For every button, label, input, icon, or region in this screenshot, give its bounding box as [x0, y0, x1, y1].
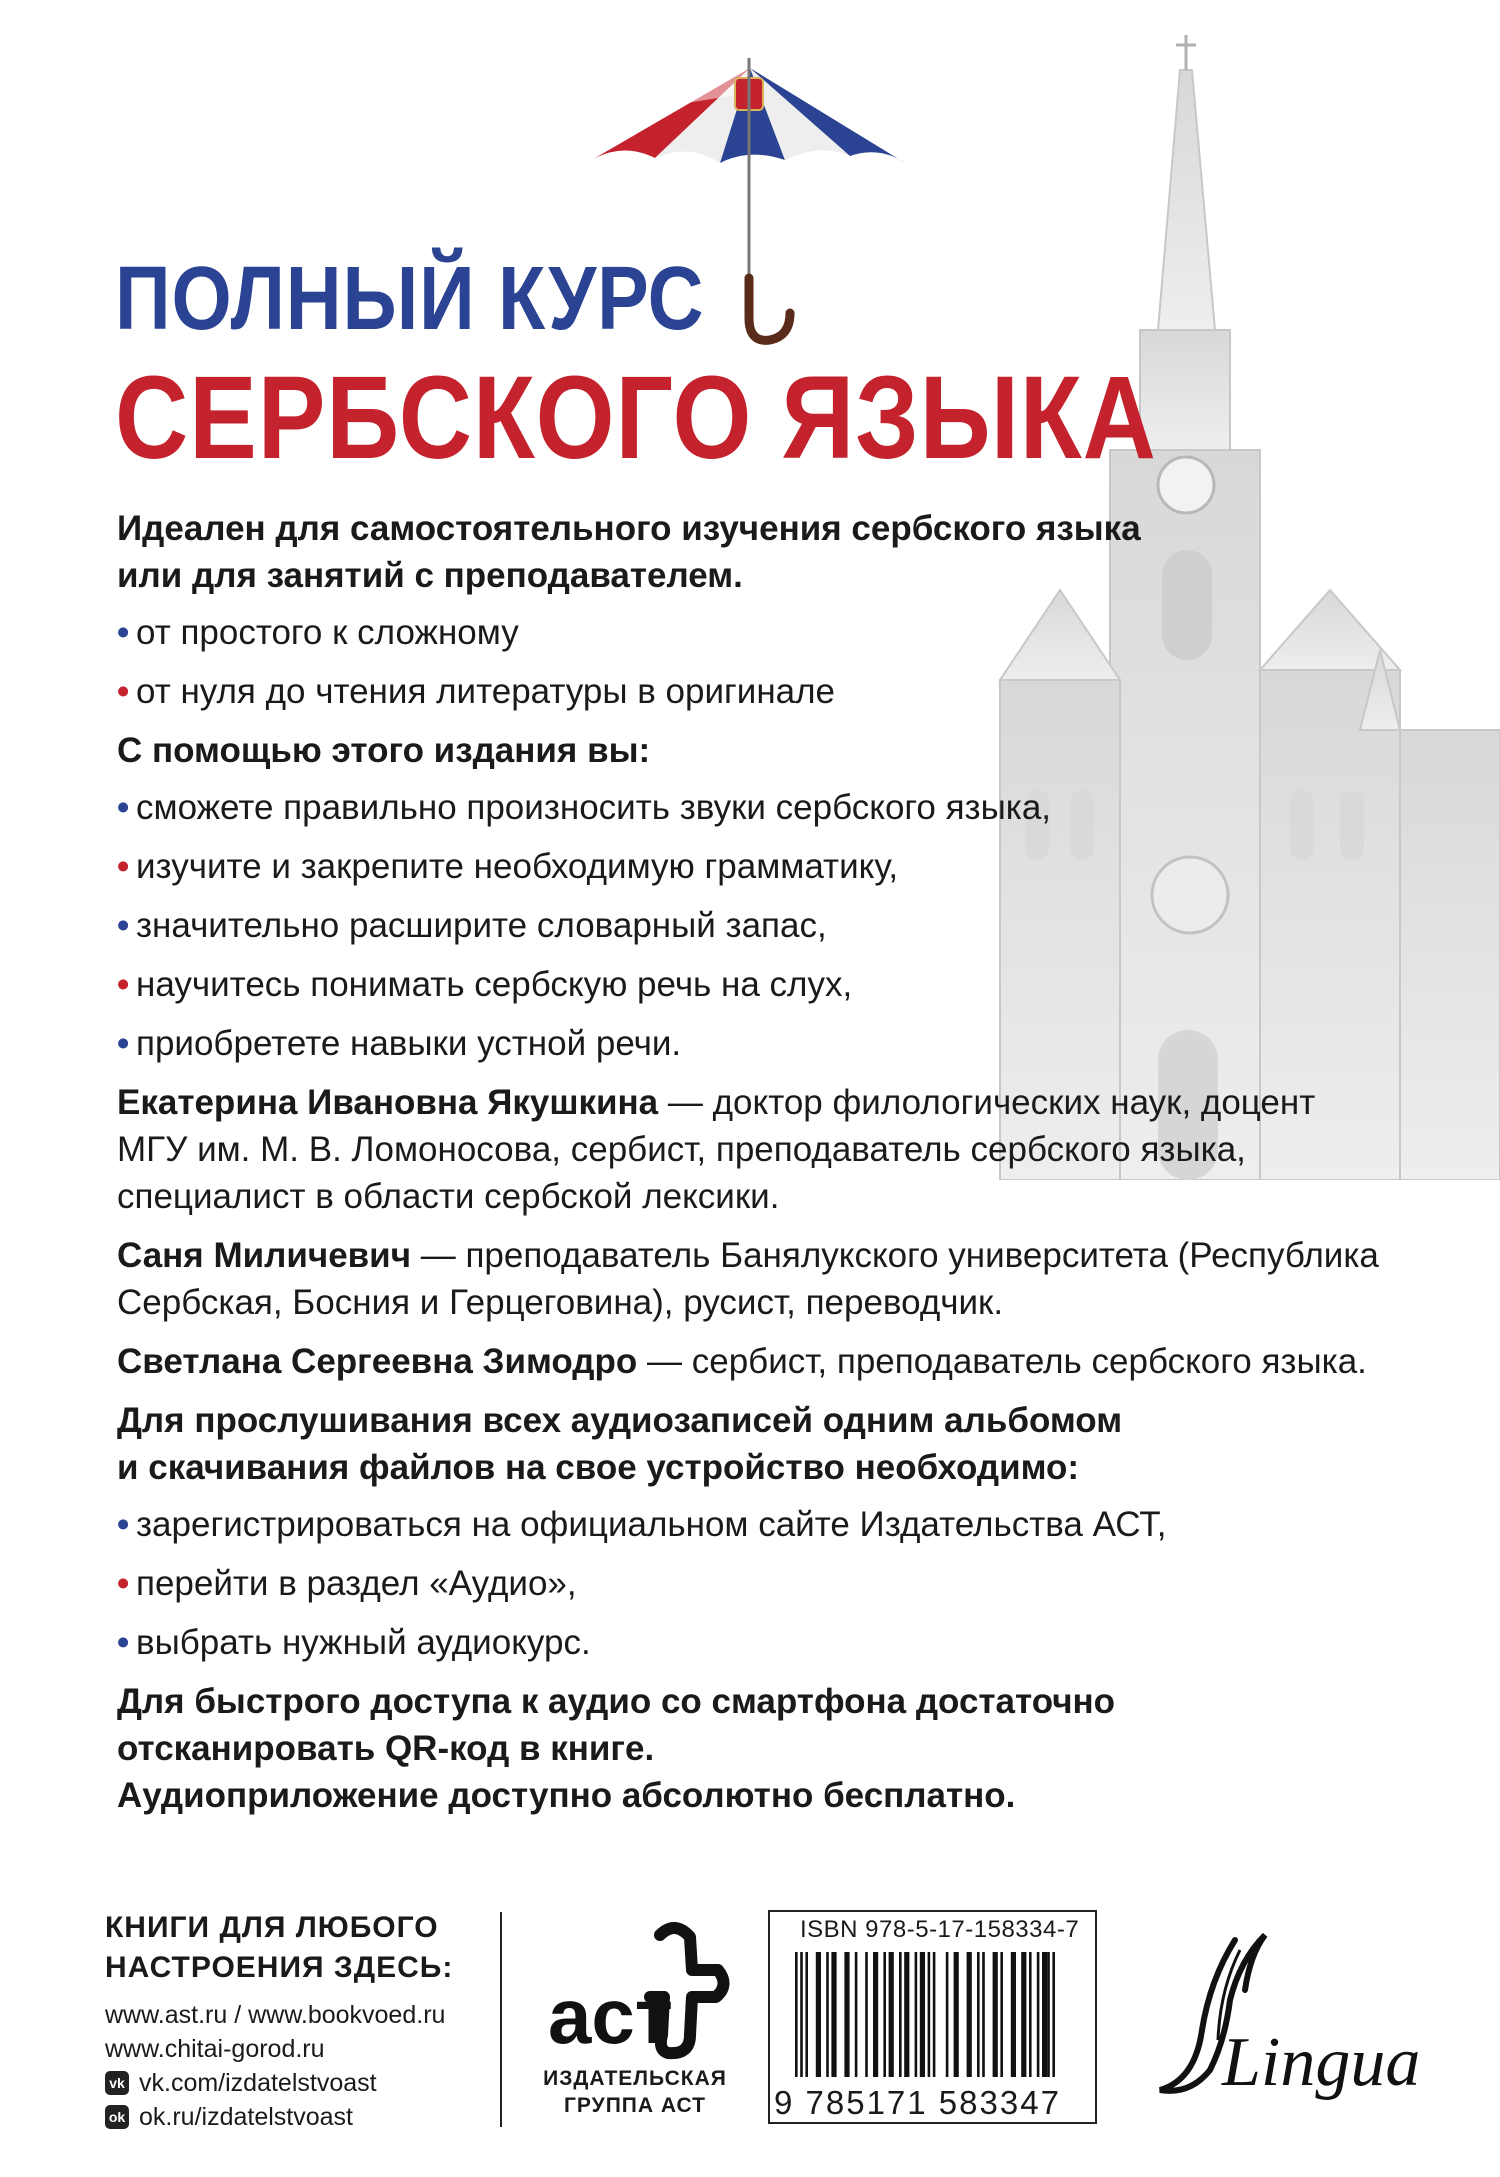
- barcode-bar: [873, 1952, 878, 2077]
- barcode-bar: [954, 1952, 959, 2077]
- barcode-digits: 9 785171 583347: [774, 2084, 1061, 2121]
- ast-logo-icon: [540, 1915, 730, 2065]
- barcode-bar: [1042, 1952, 1047, 2077]
- author-name: Саня Миличевич: [117, 1236, 412, 1275]
- title-line-1: ПОЛНЫЙ КУРС: [115, 249, 705, 349]
- ast-logo-caption: [530, 2065, 740, 2119]
- barcode-bar: [899, 1952, 902, 2077]
- audio-access-note: [117, 1678, 1387, 1819]
- bullet-icon: •: [117, 906, 130, 945]
- store-links-2[interactable]: www.chitai-gorod.ru: [105, 2035, 325, 2063]
- author-name: Светлана Сергеевна Зимодро: [117, 1342, 638, 1381]
- step-text: зарегистрироваться на официальном сайте Издательства АСТ,: [136, 1505, 1167, 1544]
- list-item: [117, 843, 1387, 890]
- intro-text: [117, 505, 1387, 599]
- barcode-bar: [946, 1952, 949, 2077]
- access-line-1: Для быстрого доступа к аудио со смартфона достаточно: [117, 1682, 1116, 1721]
- list-item: [117, 1619, 1387, 1666]
- ast-caption-line-2: ГРУППА АСТ: [564, 2094, 706, 2117]
- barcode-bar: [933, 1952, 936, 2077]
- footer-heading-line-1: КНИГИ ДЛЯ ЛЮБОГО: [105, 1911, 439, 1944]
- title-line-2: СЕРБСКОГО ЯЗЫКА: [115, 352, 1157, 484]
- feature-text: от простого к сложному: [136, 613, 519, 652]
- barcode-bar: [865, 1952, 868, 2077]
- author-bio: — преподаватель Банялукского университета (Республика Сербская, Босния и Герцеговина), русист, переводчик.: [117, 1236, 1379, 1322]
- store-links-1[interactable]: www.ast.ru / www.bookvoed.ru: [105, 2001, 446, 2029]
- bullet-icon: •: [117, 672, 130, 711]
- vk-link[interactable]: [105, 2066, 505, 2100]
- barcode-bar: [800, 1952, 803, 2077]
- barcode-bar: [1037, 1952, 1040, 2077]
- lingua-logo-text: Lingua: [1222, 2024, 1421, 2101]
- lingua-imprint-logo: [1140, 1920, 1440, 2120]
- author-yakushkina: [117, 1079, 1387, 1220]
- list-item: [117, 1501, 1387, 1548]
- step-text: перейти в раздел «Аудио»,: [136, 1564, 577, 1603]
- barcode-bar: [1052, 1952, 1055, 2077]
- description-block: [117, 505, 1387, 1819]
- isbn-barcode-box: [768, 1910, 1097, 2124]
- benefits-heading: С помощью этого издания вы:: [117, 731, 651, 770]
- author-zimodro: [117, 1338, 1387, 1385]
- barcode-bar: [1021, 1952, 1026, 2077]
- list-item: [117, 1560, 1387, 1607]
- benefit-text: сможете правильно произносить звуки сербского языка,: [136, 788, 1052, 827]
- barcode-bar: [982, 1952, 985, 2077]
- audio-heading-line-2: и скачивания файлов на свое устройство необходимо:: [117, 1448, 1080, 1487]
- benefit-text: значительно расширите словарный запас,: [136, 906, 827, 945]
- footer-links-block: [105, 1908, 505, 2134]
- bullet-icon: •: [117, 1564, 130, 1603]
- author-name: Екатерина Ивановна Якушкина: [117, 1083, 659, 1122]
- barcode-bar: [805, 1952, 808, 2077]
- list-item: [117, 784, 1387, 831]
- barcode-image: [795, 1952, 1075, 2077]
- bullet-icon: •: [117, 613, 130, 652]
- footer-links: [105, 1998, 505, 2134]
- bullet-icon: •: [117, 1505, 130, 1544]
- barcode-bar: [1029, 1952, 1032, 2077]
- step-text: выбрать нужный аудиокурс.: [136, 1623, 591, 1662]
- barcode-bar: [844, 1952, 849, 2077]
- barcode-bar: [816, 1952, 821, 2077]
- barcode-bar: [1011, 1952, 1016, 2077]
- barcode-bar: [928, 1952, 931, 2077]
- benefits-list: [117, 784, 1387, 1067]
- barcode-bar: [920, 1952, 925, 2077]
- barcode-bar: [1047, 1952, 1050, 2077]
- barcode-bar: [826, 1952, 829, 2077]
- barcode-bar: [904, 1952, 909, 2077]
- barcode-bar: [855, 1952, 858, 2077]
- footer-heading-line-2: НАСТРОЕНИЯ ЗДЕСЬ:: [105, 1951, 454, 1984]
- benefit-text: изучите и закрепите необходимую грамматику,: [136, 847, 899, 886]
- ast-publisher-logo: [530, 1915, 740, 2135]
- ok-link[interactable]: [105, 2100, 505, 2134]
- intro-line-2: или для занятий с преподавателем.: [117, 556, 743, 595]
- barcode-bar: [1000, 1952, 1003, 2077]
- intro-line-1: Идеален для самостоятельного изучения сербского языка: [117, 509, 1141, 548]
- footer-divider: [500, 1912, 502, 2127]
- bullet-icon: •: [117, 788, 130, 827]
- barcode-bar: [977, 1952, 980, 2077]
- feature-text: от нуля до чтения литературы в оригинале: [136, 672, 836, 711]
- benefit-text: научитесь понимать сербскую речь на слух,: [136, 965, 853, 1004]
- barcode-bar: [795, 1952, 798, 2077]
- vk-link-text[interactable]: vk.com/izdatelstvoast: [139, 2069, 377, 2097]
- barcode-bar: [993, 1952, 998, 2077]
- list-item: [117, 668, 1387, 715]
- audio-heading: [117, 1397, 1387, 1491]
- barcode-bar: [883, 1952, 886, 2077]
- author-bio: — доктор филологических наук, доцент МГУ им. М. В. Ломоносова, сербист, преподаватель сербского языка, специалист в области сербской лексики.: [117, 1083, 1316, 1216]
- odnoklassniki-icon: ok: [105, 2105, 129, 2129]
- bullet-icon: •: [117, 847, 130, 886]
- vk-icon: vk: [105, 2071, 129, 2095]
- access-line-3: Аудиоприложение доступно абсолютно бесплатно.: [117, 1776, 1016, 1815]
- barcode-bar: [831, 1952, 836, 2077]
- bullet-icon: •: [117, 1623, 130, 1662]
- features-list: [117, 609, 1387, 715]
- benefit-text: приобретете навыки устной речи.: [136, 1024, 682, 1063]
- list-item: [117, 902, 1387, 949]
- ast-logo-text: аст: [548, 1972, 673, 2060]
- bullet-icon: •: [117, 965, 130, 1004]
- barcode-bar: [967, 1952, 972, 2077]
- bullet-icon: •: [117, 1024, 130, 1063]
- isbn-label: ISBN 978-5-17-158334-7: [800, 1916, 1080, 1943]
- list-item: [117, 609, 1387, 656]
- footer-heading: [105, 1908, 505, 1988]
- barcode-bar: [915, 1952, 918, 2077]
- list-item: [117, 961, 1387, 1008]
- access-line-2: отсканировать QR-код в книге.: [117, 1729, 655, 1768]
- author-milichevich: [117, 1232, 1387, 1326]
- audio-heading-line-1: Для прослушивания всех аудиозаписей одним альбомом: [117, 1401, 1123, 1440]
- list-item: [117, 1020, 1387, 1067]
- ast-caption-line-1: ИЗДАТЕЛЬСКАЯ: [543, 2067, 727, 2090]
- ok-link-text[interactable]: ok.ru/izdatelstvoast: [139, 2103, 353, 2131]
- barcode-bar: [889, 1952, 894, 2077]
- author-bio: — сербист, преподаватель сербского языка.: [637, 1342, 1367, 1381]
- audio-steps-list: [117, 1501, 1387, 1666]
